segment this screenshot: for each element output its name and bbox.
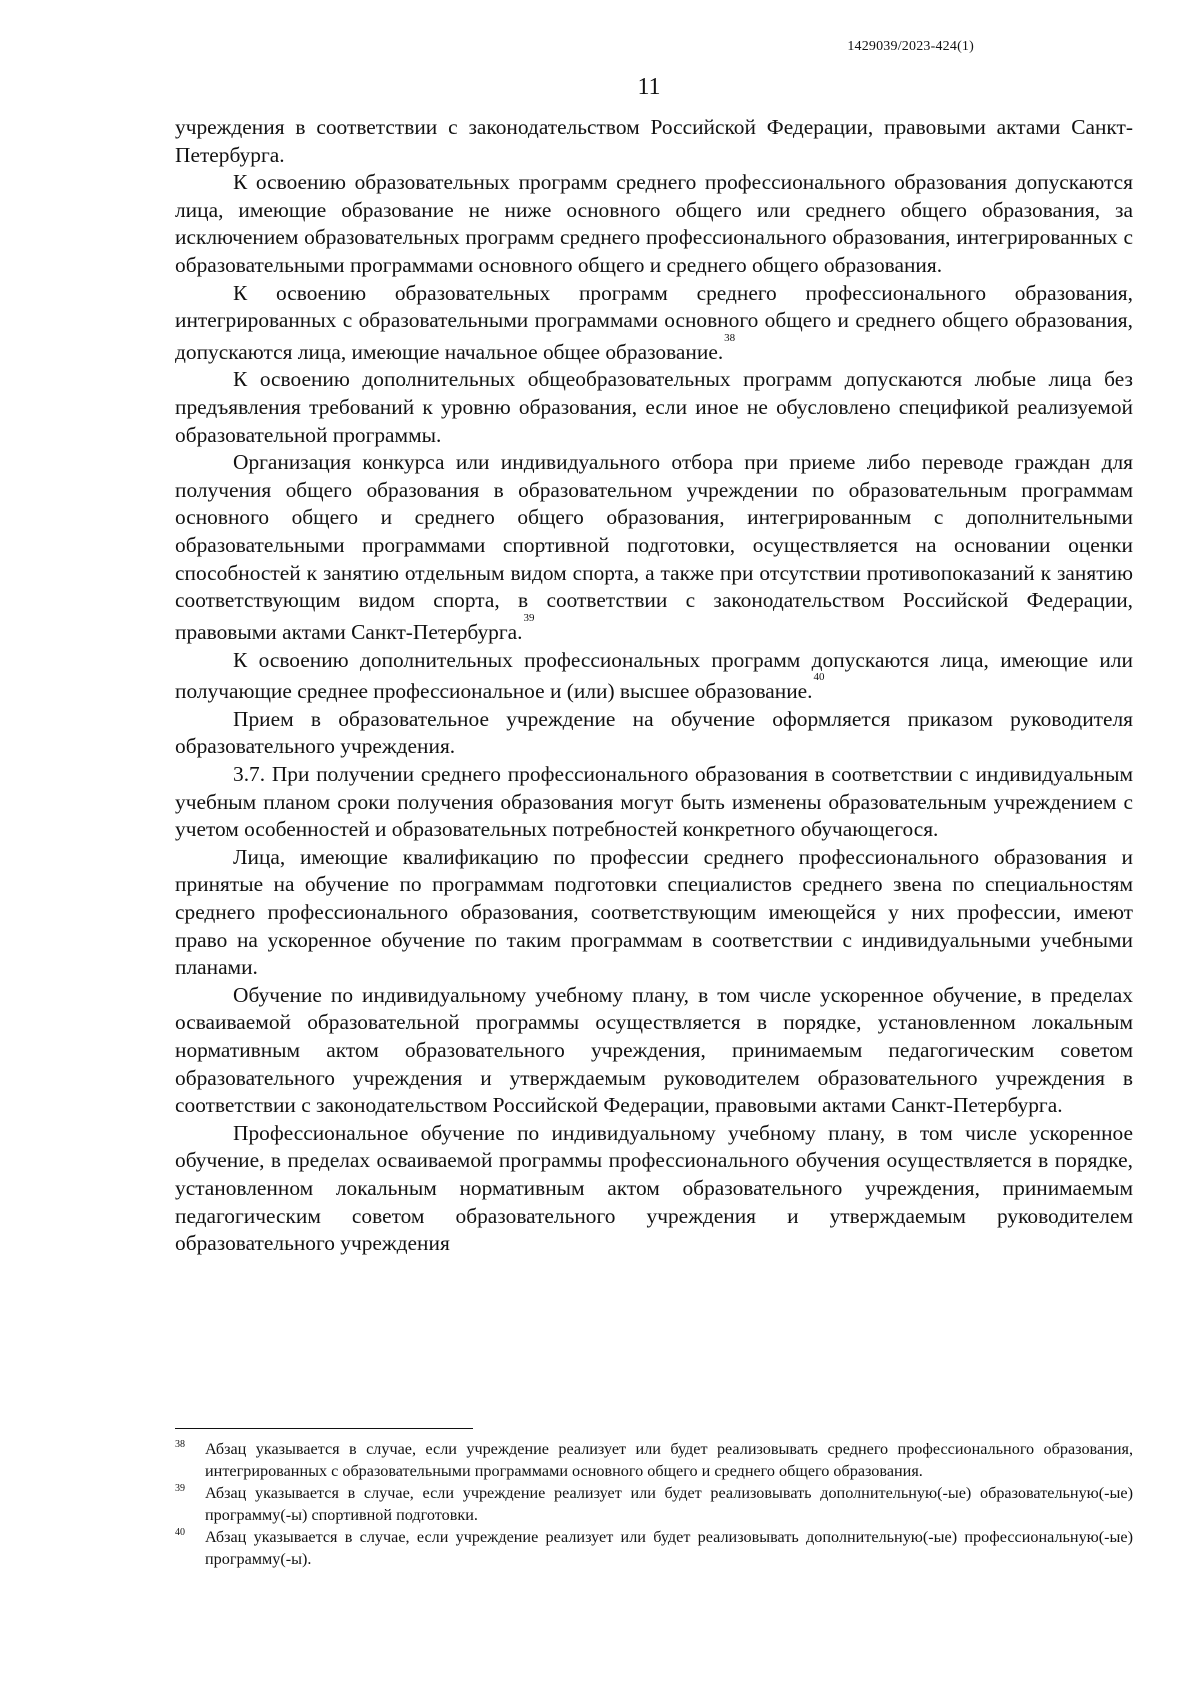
footnote	[175, 1438, 1133, 1482]
footnote-reference: 38	[724, 331, 736, 344]
paragraph: учреждения в соответствии с законодательством Российской Федерации, правовыми актами Санкт-Петербурга.	[175, 115, 1133, 167]
paragraph: Лица, имеющие квалификацию по профессии среднего профессионального образования и принятые на обучение по программам подготовки специалистов среднего звена по специальностям среднего профессионального образования, соответствующим имеющейся у них профессии, имеют право на ускоренное обучение по таким программам в соответствии с индивидуальными учебными планами.	[175, 844, 1133, 980]
document-body	[175, 114, 1133, 1258]
footnote-text: Абзац указывается в случае, если учреждение реализует или будет реализовывать среднего профессионального образования, интегрированных с образовательными программами основного общего и среднего общего образования.	[205, 1440, 1133, 1480]
paragraph: 3.7. При получении среднего профессионального образования в соответствии с индивидуальным учебным планом сроки получения образования могут быть изменены образовательным учреждением с учетом особенностей и образовательных потребностей конкретного обучающегося.	[175, 762, 1133, 842]
paragraph: К освоению образовательных программ среднего профессионального образования допускаются лица, имеющие образование не ниже основного общего или среднего общего образования, за исключением образовательных программ среднего профессионального образования, интегрированных с образовательными программами основного общего и среднего общего образования.	[175, 170, 1133, 277]
footnote-reference: 39	[523, 611, 535, 624]
paragraph: К освоению дополнительных профессиональных программ допускаются лица, имеющие или получающие среднее профессиональное и (или) высшее образование.$^{40}$	[175, 647, 1133, 704]
footnote-text: Абзац указывается в случае, если учреждение реализует или будет реализовывать дополнительную(-ые) образовательную(-ые) программу(-ы) спортивной подготовки.	[205, 1484, 1133, 1524]
footnote	[175, 1482, 1133, 1526]
paragraph: Обучение по индивидуальному учебному плану, в том числе ускоренное обучение, в пределах осваиваемой образовательной программы осуществляется в порядке, установленном локальным нормативным актом образовательного учреждения, принимаемым педагогическим советом образовательного учреждения и утверждаемым руководителем образовательного учреждения в соответствии с законодательством Российской Федерации, правовыми актами Санкт-Петербурга.	[175, 982, 1133, 1118]
paragraph: К освоению образовательных программ среднего профессионального образования, интегрированных с образовательными программами основного общего и среднего общего образования, допускаются лица, имеющие начальное общее образование.$^{38}$	[175, 280, 1133, 364]
footnote-divider	[175, 1428, 473, 1429]
document-id: 1429039/2023-424(1)	[847, 39, 974, 54]
footnote	[175, 1526, 1133, 1570]
footnotes	[175, 1438, 1133, 1570]
footnote-number: 40	[175, 1527, 185, 1538]
footnote-text: Абзац указывается в случае, если учреждение реализует или будет реализовывать дополнительную(-ые) профессиональную(-ые) программу(-ы).	[205, 1528, 1133, 1568]
paragraph: К освоению дополнительных общеобразовательных программ допускаются любые лица без предъявления требований к уровню образования, если иное не обусловлено спецификой реализуемой образовательной программы.	[175, 367, 1133, 447]
paragraph: Прием в образовательное учреждение на обучение оформляется приказом руководителя образовательного учреждения.	[175, 706, 1133, 759]
page-number: 11	[637, 74, 661, 100]
footnote-number: 39	[175, 1483, 185, 1494]
paragraph: Профессиональное обучение по индивидуальному учебному плану, в том числе ускоренное обучение, в пределах осваиваемой программы профессионального обучения осуществляется в порядке, установленном локальным нормативным актом образовательного учреждения, принимаемым педагогическим советом образовательного учреждения и утверждаемым руководителем образовательного учреждения	[175, 1120, 1133, 1256]
paragraph: Организация конкурса или индивидуального отбора при приеме либо переводе граждан для получения общего образования в образовательном учреждении по образовательным программам основного общего и среднего общего образования, интегрированным с дополнительными образовательными программами спортивной подготовки, осуществляется на основании оценки способностей к занятию отдельным видом спорта, а также при отсутствии противопоказаний к занятию соответствующим видом спорта, в соответствии с законодательством Российской Федерации, правовыми актами Санкт-Петербурга.$^{39}$	[175, 450, 1133, 644]
footnote-reference: 40	[813, 671, 825, 684]
footnote-number: 38	[175, 1439, 185, 1450]
